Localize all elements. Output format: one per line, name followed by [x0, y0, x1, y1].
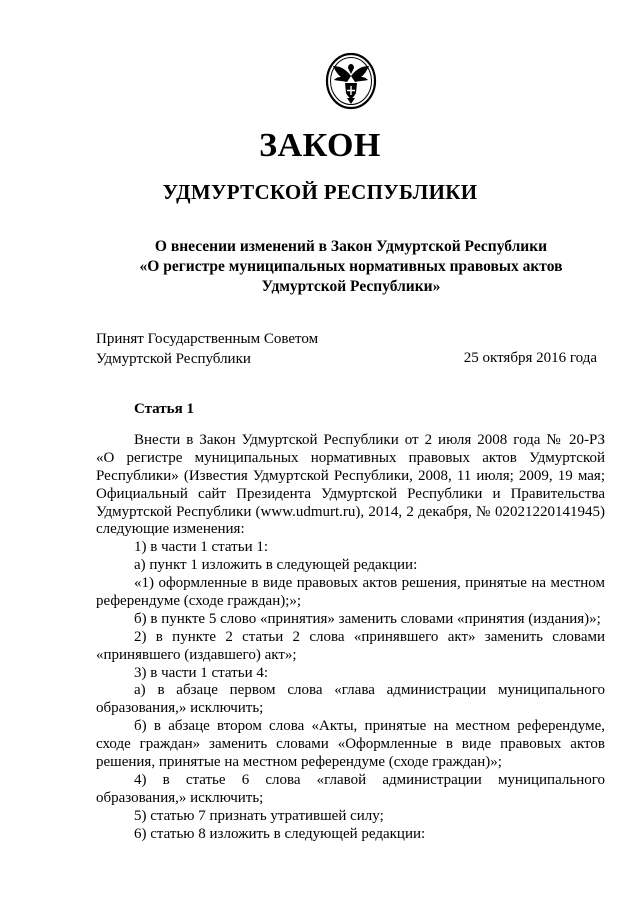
law-title-line: «О регистре муниципальных нормативных правовых актов [139, 258, 563, 275]
paragraph-line: Внести в Закон Удмуртской Республики от 2 июля 2008 года № 20-РЗ [134, 432, 605, 448]
law-title-line: Удмуртской Республики» [261, 278, 441, 295]
paragraph-line: образования,» исключить; [96, 700, 264, 717]
paragraph-line: 2) в пункте 2 статьи 2 слова «принявшего акт» заменить словами [134, 628, 605, 645]
paragraph-line: Республики» (Известия Удмуртской Республики, 2008, 11 июля; 2009, 19 мая; [96, 467, 605, 484]
article-heading: Статья 1 [134, 401, 194, 417]
paragraph-line: решения, принятые на местном референдуме (сходе граждан)»; [96, 754, 502, 771]
adoption-date: 25 октября 2016 года [463, 350, 597, 366]
law-title [96, 237, 606, 297]
udmurt-coat-of-arms-emblem [325, 52, 377, 110]
paragraph-line: а) пункт 1 изложить в следующей редакции: [134, 557, 418, 574]
article-body [96, 432, 605, 843]
paragraph-line: 1) в части 1 статьи 1: [134, 539, 269, 556]
adoption-line: Удмуртской Республики [96, 350, 251, 367]
adoption-line: Принят Государственным Советом [96, 331, 319, 347]
paragraph-line: Официальный сайт Президента Удмуртской Республики и Правительства [96, 485, 605, 502]
paragraph-line: 6) статью 8 изложить в следующей редакции: [134, 825, 426, 842]
paragraph-line: 5) статью 7 признать утратившей силу; [134, 807, 384, 824]
adoption-body [96, 330, 318, 369]
paragraph-line: референдуме (сходе граждан);»; [96, 593, 302, 610]
paragraph-line: 4) в статье 6 слова «главой администрации муниципального [134, 771, 605, 788]
paragraph-line: следующие изменения: [96, 521, 245, 538]
paragraph-line: б) в пункте 5 слово «принятия» заменить словами «принятия (издания)»; [134, 610, 601, 627]
paragraph-line: «принявшего (издавшего) акт»; [96, 646, 297, 663]
paragraph-line: «1) оформленные в виде правовых актов решения, принятые на местном [134, 575, 605, 592]
paragraph-line: а) в абзаце первом слова «глава администрации муниципального [134, 682, 605, 699]
paragraph-line: образования,» исключить; [96, 789, 264, 806]
paragraph-line: Удмуртской Республики (www.udmurt.ru), 2014, 2 декабря, № 02021220141945) [96, 503, 605, 520]
paragraph-line: «О регистре муниципальных нормативных правовых актов Удмуртской [96, 449, 605, 466]
document-title: ЗАКОН [259, 127, 381, 164]
paragraph-line: б) в абзаце втором слова «Акты, принятые на местном референдуме, [134, 718, 605, 735]
paragraph-line: сходе граждан» заменить словами «Оформленные в виде правовых актов [96, 736, 605, 753]
document-subtitle: УДМУРТСКОЙ РЕСПУБЛИКИ [162, 180, 478, 204]
law-title-line: О внесении изменений в Закон Удмуртской Республики [154, 238, 548, 255]
paragraph-line: 3) в части 1 статьи 4: [134, 664, 269, 681]
